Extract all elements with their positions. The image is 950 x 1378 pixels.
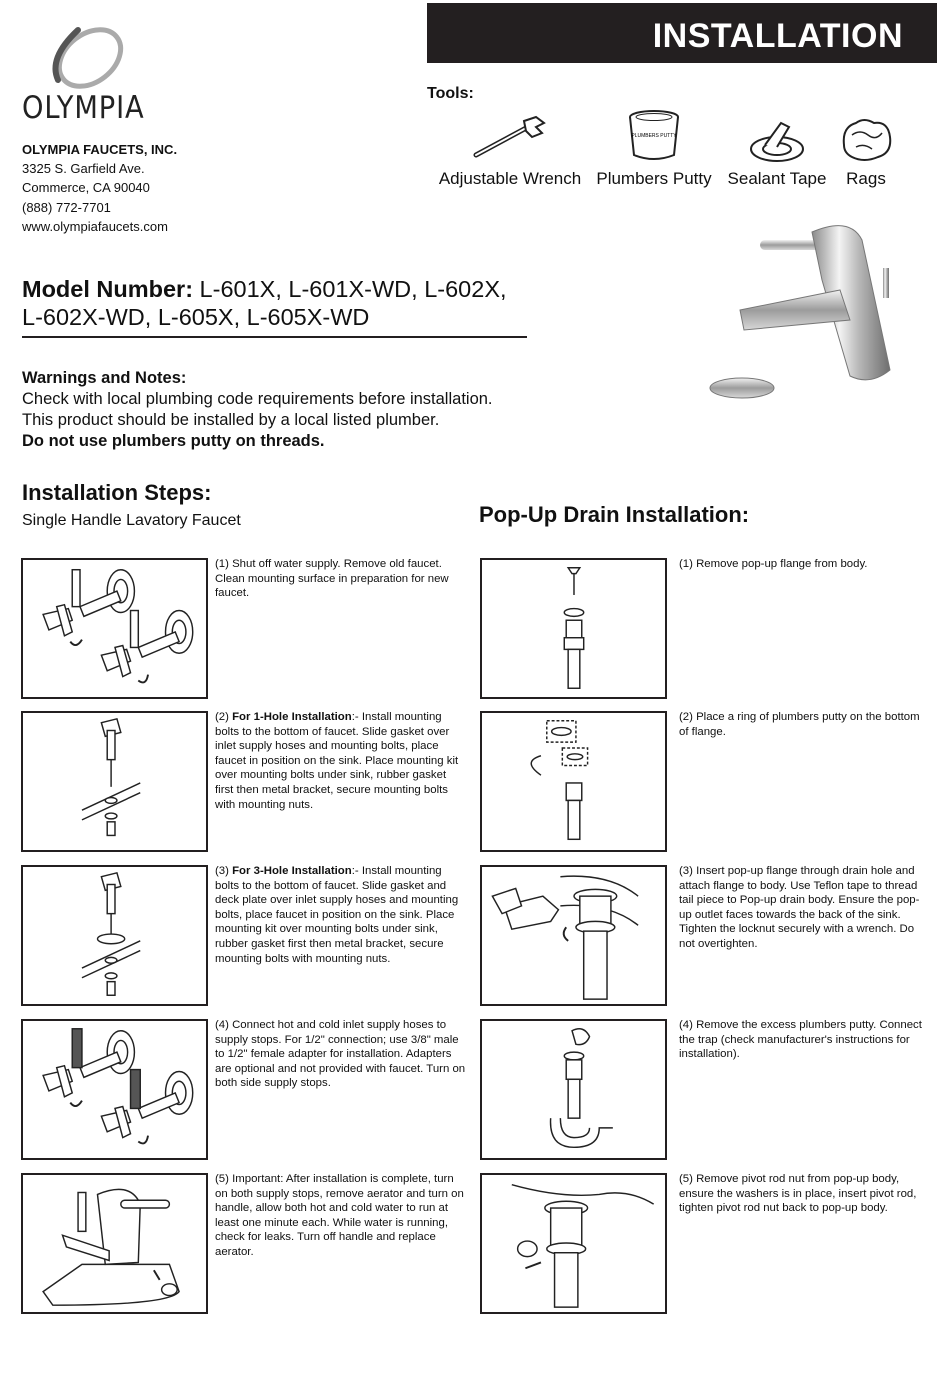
- warning-line-2: This product should be installed by a local listed plumber.: [22, 411, 440, 429]
- model-number-block: [22, 275, 527, 331]
- popup-drain-title: Pop-Up Drain Installation:: [479, 502, 750, 527]
- putty-jar-label: PLUMBERS PUTTY: [631, 133, 677, 139]
- popup-step-3-text: (3) Insert pop-up flange through drain hole and attach flange to body. Use Teflon tape to thread tail piece to Pop-up drain body. Ensure the pop-up outlet faces towards the back of the sink. Tighten the locknut securely with a wrench. Do not overtighten.: [679, 865, 920, 950]
- faucet-spout: [740, 290, 850, 330]
- install-step-2-prefix: (2): [215, 711, 233, 723]
- model-number-label: Model Number:: [22, 276, 194, 302]
- install-step-3-prefix: (3): [215, 865, 233, 877]
- model-numbers-line1: L-601X, L-601X-WD, L-602X,: [193, 276, 507, 302]
- popup-step-2-text: (2) Place a ring of plumbers putty on the bottom of flange.: [679, 711, 920, 738]
- popup-step-5-illustration: [480, 1173, 667, 1314]
- installation-banner: [427, 3, 937, 63]
- install-step-4-illustration: [21, 1019, 208, 1160]
- install-step-2-text: [215, 710, 467, 812]
- rags-icon: [838, 105, 894, 163]
- company-name: OLYMPIA FAUCETS, INC.: [22, 142, 178, 157]
- install-step-4-text: (4) Connect hot and cold inlet supply hoses to supply stops. For 1/2" connection; use 3/8" male to 1/2" female adapter for installation. Adapters are optional and not provided with faucet. Turn on both side supply stops.: [215, 1019, 466, 1090]
- install-step-5-illustration: [21, 1173, 208, 1314]
- popup-step-3-illustration: [480, 865, 667, 1006]
- install-step-5-text: (5) Important: After installation is complete, turn on both supply stops, remove aerator and turn on handle, allow both hot and cold water to run at least one minute each. While water is running, check for leaks. Turn off handle and replace aerator.: [215, 1173, 464, 1258]
- tool-label-wrench: Adjustable Wrench: [438, 169, 582, 188]
- banner-title: INSTALLATION: [652, 17, 903, 55]
- company-address-line1: 3325 S. Garfield Ave.: [22, 161, 145, 177]
- popup-step-1-illustration: [480, 558, 667, 699]
- installation-steps-title: Installation Steps:: [22, 480, 212, 505]
- tool-plumbers-putty: [594, 105, 714, 189]
- wrench-icon: [436, 105, 584, 163]
- install-step-2-body: :- Install mounting bolts to the bottom of faucet. Slide gasket over inlet supply hoses and mounting bolts, place faucet in position on the sink. Place mounting kit over mounting bolts under sink, rubber gasket first then metal bracket, secure mounting bolts with mounting nuts.: [215, 711, 459, 811]
- olympia-logo: [18, 18, 158, 126]
- install-step-3-illustration: [21, 865, 208, 1006]
- popup-step-1-text: (1) Remove pop-up flange from body.: [679, 558, 868, 570]
- sealant-tape-icon: [725, 105, 829, 163]
- putty-jar-icon: [594, 105, 714, 163]
- tool-label-putty: Plumbers Putty: [596, 169, 712, 188]
- install-step-2-bold: For 1-Hole Installation: [232, 711, 352, 723]
- tool-rags: [838, 105, 894, 189]
- faucet-lift-rod: [883, 268, 889, 298]
- tools-label: Tools:: [427, 85, 474, 102]
- install-step-3-body: :- Install mounting bolts to the bottom of faucet. Slide gasket and deck plate over inlet supply hoses and mounting bolts, place faucet in position on the sink. Place mounting kit over mounting bolts under sink, rubber gasket first then metal bracket, secure mounting bolts with mounting nuts.: [215, 865, 459, 965]
- logo-wordmark: OLYMPIA: [22, 90, 145, 126]
- install-step-3-text: [215, 864, 467, 966]
- tool-label-rags: Rags: [846, 169, 886, 188]
- company-phone: (888) 772-7701: [22, 199, 111, 215]
- popup-step-4-illustration: [480, 1019, 667, 1160]
- company-website: www.olympiafaucets.com: [22, 218, 168, 234]
- model-numbers-line2: L-602X-WD, L-605X, L-605X-WD: [22, 304, 370, 330]
- drain-flange: [710, 378, 774, 398]
- warnings-block: [22, 368, 493, 452]
- faucet-product-image: [700, 210, 930, 410]
- warning-line-1: Check with local plumbing code requirements before installation.: [22, 390, 493, 408]
- company-info: [22, 140, 177, 236]
- warnings-title: Warnings and Notes:: [22, 369, 187, 387]
- installation-steps-subtitle: Single Handle Lavatory Faucet: [22, 512, 241, 529]
- company-address-line2: Commerce, CA 90040: [22, 180, 150, 196]
- install-step-3-bold: For 3-Hole Installation: [232, 865, 352, 877]
- install-step-1-illustration: [21, 558, 208, 699]
- tool-adjustable-wrench: [436, 105, 584, 189]
- popup-step-2-illustration: [480, 711, 667, 852]
- tool-sealant-tape: [725, 105, 829, 189]
- model-divider: [22, 336, 527, 338]
- popup-step-4-text: (4) Remove the excess plumbers putty. Connect the trap (check manufacturer's instructions for installation).: [679, 1019, 922, 1061]
- logo-swoosh-icon: [18, 18, 148, 98]
- tool-label-tape: Sealant Tape: [727, 169, 827, 188]
- install-step-1-text: (1) Shut off water supply. Remove old faucet. Clean mounting surface in preparation for new faucet.: [215, 558, 449, 600]
- warning-line-3: Do not use plumbers putty on threads.: [22, 432, 325, 450]
- install-step-2-illustration: [21, 711, 208, 852]
- popup-step-5-text: (5) Remove pivot rod nut from pop-up body, ensure the washers is in place, insert pivot rod, tighten pivot rod nut back to pop-up body.: [679, 1173, 917, 1215]
